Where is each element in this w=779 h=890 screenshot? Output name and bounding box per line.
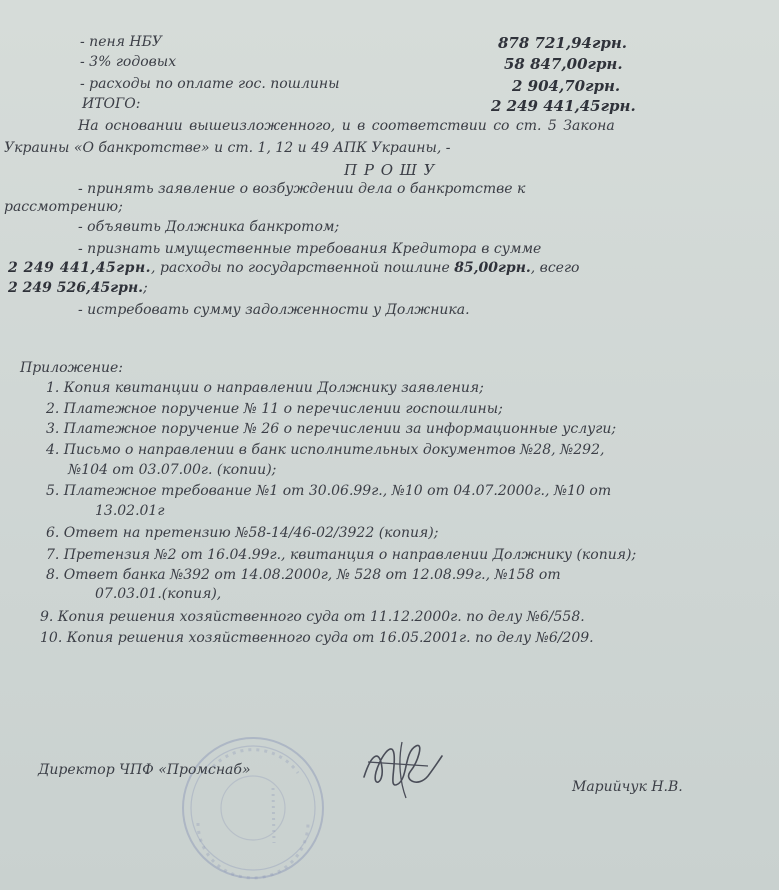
attachment-item: 13.02.01г [95,503,165,519]
attachment-item: №104 от 03.07.00г. (копии); [68,462,277,478]
attachment-item: 5. Платежное требование №1 от 30.06.99г., №10 от 04.07.2000г., №10 от [46,483,612,499]
attachment-item: 1. Копия квитанции о направлении Должнику заявления; [46,380,484,396]
fee-amount: 85,00грн. [454,260,531,276]
request-3-line-1: - признать имущественные требования Кредитора в сумме [78,241,542,257]
grand-total-amount: 2 249 526,45грн. [8,280,144,296]
signatory-name: Марийчук Н.В. [572,779,683,795]
request-heading: П Р О Ш У [344,161,436,179]
annual-label: - 3% годовых [80,54,177,70]
claim-amount: 2 249 441,45грн. [8,260,152,276]
total-label: ИТОГО: [82,96,141,112]
claim-mid-text: , расходы по государственной пошлине [151,260,455,276]
request-3-line-3 [8,280,148,296]
total-value: 2 249 441,45грн. [491,97,636,115]
attachment-item: 4. Письмо о направлении в банк исполнительных документов №28, №292, [46,442,605,458]
request-3-line-2 [8,260,579,276]
attachment-item: 3. Платежное поручение № 26 о перечислении за информационные услуги; [46,421,617,437]
grand-total-end: ; [143,280,148,296]
penya-value: 878 721,94грн. [498,34,628,52]
attachment-item: 9. Копия решения хозяйственного суда от 11.12.2000г. по делу №6/558. [40,609,585,625]
attachment-item: 8. Ответ банка №392 от 14.08.2000г, № 528 от 12.08.99г., №158 от [46,567,561,583]
request-2: - объявить Должника банкротом; [78,219,340,235]
basis-line-2: Украины «О банкротстве» и ст. 1, 12 и 49 АПК Украины, - [4,140,451,156]
signature-scribble [358,732,448,802]
request-4: - истребовать сумму задолженности у Должника. [78,302,470,318]
attachment-item: 7. Претензия №2 от 16.04.99г., квитанция о направлении Должнику (копия); [46,547,637,563]
fees-value: 2 904,70грн. [512,77,621,95]
attachment-item: 6. Ответ на претензию №58-14/46-02/3922 (копия); [46,525,439,541]
annual-value: 58 847,00грн. [504,55,623,73]
fees-label: - расходы по оплате гос. пошлины [80,76,340,92]
claim-tail-text: , всего [530,260,580,276]
request-1-line-1: - принять заявление о возбуждении дела о банкротстве к [78,181,526,197]
basis-line-1: На основании вышеизложенного, и в соответствии со ст. 5 Закона [78,118,615,134]
signatory-position: Директор ЧПФ «Промснаб» [38,762,251,778]
round-seal-stamp [178,733,328,883]
request-1-line-2: рассмотрению; [4,199,123,215]
attachments-heading: Приложение: [20,360,123,376]
attachment-item: 10. Копия решения хозяйственного суда от 16.05.2001г. по делу №6/209. [40,630,594,646]
attachment-item: 2. Платежное поручение № 11 о перечислении госпошлины; [46,401,503,417]
attachment-item: 07.03.01.(копия), [95,586,222,602]
penya-label: - пеня НБУ [80,34,163,50]
